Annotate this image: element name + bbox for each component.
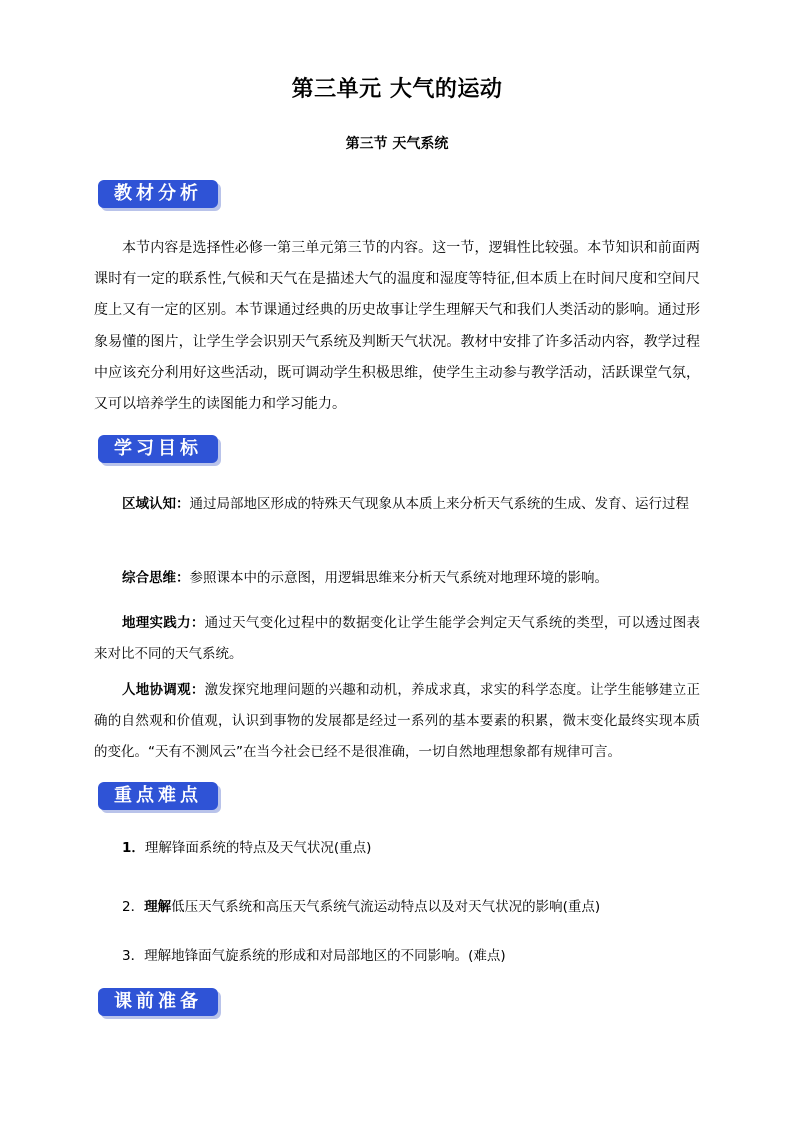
- key-point-text: 低压天气系统和高压天气系统气流运动特点以及对天气状况的影响(重点): [171, 899, 601, 915]
- key-point-item: [122, 838, 712, 858]
- heading-badge-preparation: 课前准备: [98, 988, 218, 1016]
- section-subtitle: 第三节 天气系统: [345, 136, 449, 152]
- key-point-text: 理解地锋面气旋系统的形成和对局部地区的不同影响。(难点): [144, 948, 506, 964]
- goal-text: 激发探究地理问题的兴趣和动机，养成求真，求实的科学态度。让学生能够建立正确的自然观和价值观，认识到事物的发展都是经过一系列的基本要素的积累，微末变化最终实现本质的变化。“天有不测风云”在当今社会已经不是很准确，一切自然地理想象都有规律可言。: [94, 682, 701, 760]
- goal-text: 参照课本中的示意图，用逻辑思维来分析天气系统对地理环境的影响。: [189, 570, 608, 586]
- key-point-number: 1．: [122, 840, 145, 856]
- heading-badge-analysis: 教材分析: [98, 180, 218, 208]
- key-point-number: 2．: [122, 899, 145, 915]
- goal-label: 地理实践力：: [122, 615, 205, 631]
- goal-label: 人地协调观：: [122, 682, 205, 698]
- heading-badge-goals: 学习目标: [98, 435, 218, 463]
- page-title: 第三单元 大气的运动: [291, 77, 503, 102]
- goal-item-regional-cognition: [94, 489, 700, 520]
- key-point-bold: 理解: [144, 899, 172, 915]
- goal-text: 通过局部地区形成的特殊天气现象从本质上来分析天气系统的生成、发育、运行过程: [189, 496, 689, 512]
- goal-item-human-earth: [94, 675, 700, 768]
- goal-label: 综合思维：: [122, 570, 190, 586]
- goal-text: 通过天气变化过程中的数据变化让学生能学会判定天气系统的类型，可以透过图表来对比不同的天气系统。: [94, 615, 701, 662]
- key-point-number: 3．: [122, 948, 145, 964]
- key-point-item: [122, 946, 712, 966]
- key-point-text: 理解锋面系统的特点及天气状况(重点): [144, 840, 372, 856]
- key-point-item: [122, 897, 712, 917]
- goal-item-integrated-thinking: [94, 563, 700, 594]
- goal-item-geo-practice: [94, 608, 700, 670]
- analysis-paragraph: 本节内容是选择性必修一第三单元第三节的内容。这一节，逻辑性比较强。本节知识和前面两课时有一定的联系性,气候和天气在是描述大气的温度和湿度等特征,但本质上在时间尺度和空间尺度上又有一定的区别。本节课通过经典的历史故事让学生理解天气和我们人类活动的影响。通过形象易懂的图片，让学生学会识别天气系统及判断天气状况。教材中安排了许多活动内容，教学过程中应该充分利用好这些活动，既可调动学生积极思维，使学生主动参与教学活动，活跃课堂气氛，又可以培养学生的读图能力和学习能力。: [94, 240, 700, 413]
- heading-badge-key-points: 重点难点: [98, 782, 218, 810]
- goal-label: 区域认知：: [122, 496, 190, 512]
